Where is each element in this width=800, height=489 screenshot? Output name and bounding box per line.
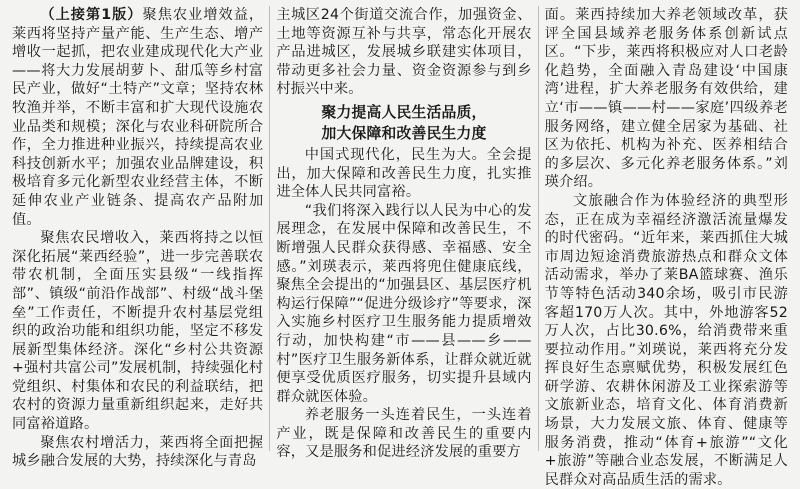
continued-from-tag: （上接第1版） xyxy=(40,7,143,23)
section-subheading xyxy=(276,102,531,144)
subheading-line-1: 聚力提高人民生活品质， xyxy=(321,103,487,121)
article-column-3 xyxy=(538,6,794,488)
paragraph-livelihood: 中国式现代化，民生为大。全会提出，加大保障和改善民生力度，扎实推进全体人民共同富裕。 xyxy=(276,146,532,201)
paragraph-agriculture xyxy=(12,6,263,229)
paragraph-farmer-income: 聚焦农民增收入，莱西将持之以恒深化拓展“莱西经验”，进一步完善联农带农机制，全面压实县级“一线指挥部”、镇级“前沿作战部”、村级“战斗堡垒”工作责任，不断提升农村基层党组织的政治功能和组织功能，坚定不移发展新型集体经济。深化“乡村公共资源+强村共富公司”发展机制，持续强化村党组织、村集体和农民的利益联结，把农村的资源力量重新组织起来，走好共同富裕道路。 xyxy=(12,230,264,433)
paragraph-elderly-care-cont: 面。莱西持续加大养老领域改革，获评全国县域养老服务体系创新试点区。“下步，莱西将积极应对人口老龄化趋势，全面融入青岛建设‘中国康湾’进程，扩大养老服务有效供给，建立‘市——镇——村——家庭’四级养老服务网络，建立健全居家为基础、社区为依托、机构为补充、医养相结合的多层次、多元化养老服务体系。”刘瑛介绍。 xyxy=(544,7,788,191)
paragraph-culture-tourism: 文旅融合作为体验经济的典型形态，正在成为幸福经济激活流量爆发的时代密码。“近年来，莱西抓住大城市周边短途消费旅游热点和群众文体活动需求，举办了莱BA篮球赛、渔乐节等特色活动340余场，吸引市民游客超170万人次。其中，外地游客52万人次，占比30.6%，给消费带来重要拉动作用。”刘瑛说，莱西将充分发挥良好生态禀赋优势，积极发展红色研学游、农耕休闲游及工业探索游等文旅新业态，培育文化、体育消费新场景，大力发展文旅、体育、健康等服务消费，推动“体育+旅游”“文化+旅游”等融合业态发展，不断满足人民群众对高品质生活的需求。 xyxy=(544,192,788,488)
article-column-2 xyxy=(269,6,537,461)
paragraph-elderly-care: 养老服务一头连着民生，一头连着产业，既是保障和改善民生的重要内容，又是服务和促进经济发展的重要方 xyxy=(276,407,532,461)
subheading-line-2: 加大保障和改善民生力度 xyxy=(321,124,487,142)
paragraph-text: 聚焦农业增效益，莱西将坚持产量产能、生产生态、增产增收一起抓，把农业建成现代化大产业——将大力发展胡萝卜、甜瓜等乡村富民产业，做好“土特产”文章；坚持农林牧渔并举，不断丰富和扩大现代设施农业品类和规模；深化与农业科研院所合作，全力推进种业振兴，持续提高农业科技创新水平；加强农业品牌建设，积极培育多元化新型农业经营主体，不断延伸农业产业链条、提高农产品附加值。 xyxy=(12,7,264,228)
paragraph-rural-vitality: 聚焦农村增活力，莱西将全面把握城乡融合发展的大势，持续深化与青岛 xyxy=(12,434,264,470)
paragraph-healthcare: “我们将深入践行以人民为中心的发展理念，在发展中保障和改善民生，不断增强人民群众获得感、幸福感、安全感。”刘瑛表示，莱西将兜住健康底线，聚焦全会提出的“加强县区、基层医疗机构运行保障”“促进分级诊疗”等要求，深入实施乡村医疗卫生服务能力提质增效行动，加快构建“市——县——乡——村”医疗卫生服务新体系，让群众就近就便享受优质医疗服务，切实提升县域内群众就医体验。 xyxy=(276,202,532,405)
article-column-1 xyxy=(6,6,269,470)
paragraph-urban-rural-cooperation: 主城区24个街道交流合作，加强资金、土地等资源互补与共享，常态化开展农产品进城区，发展城乡联建实体项目，带动更多社会力量、资金资源参与到乡村振兴中来。 xyxy=(276,7,532,98)
